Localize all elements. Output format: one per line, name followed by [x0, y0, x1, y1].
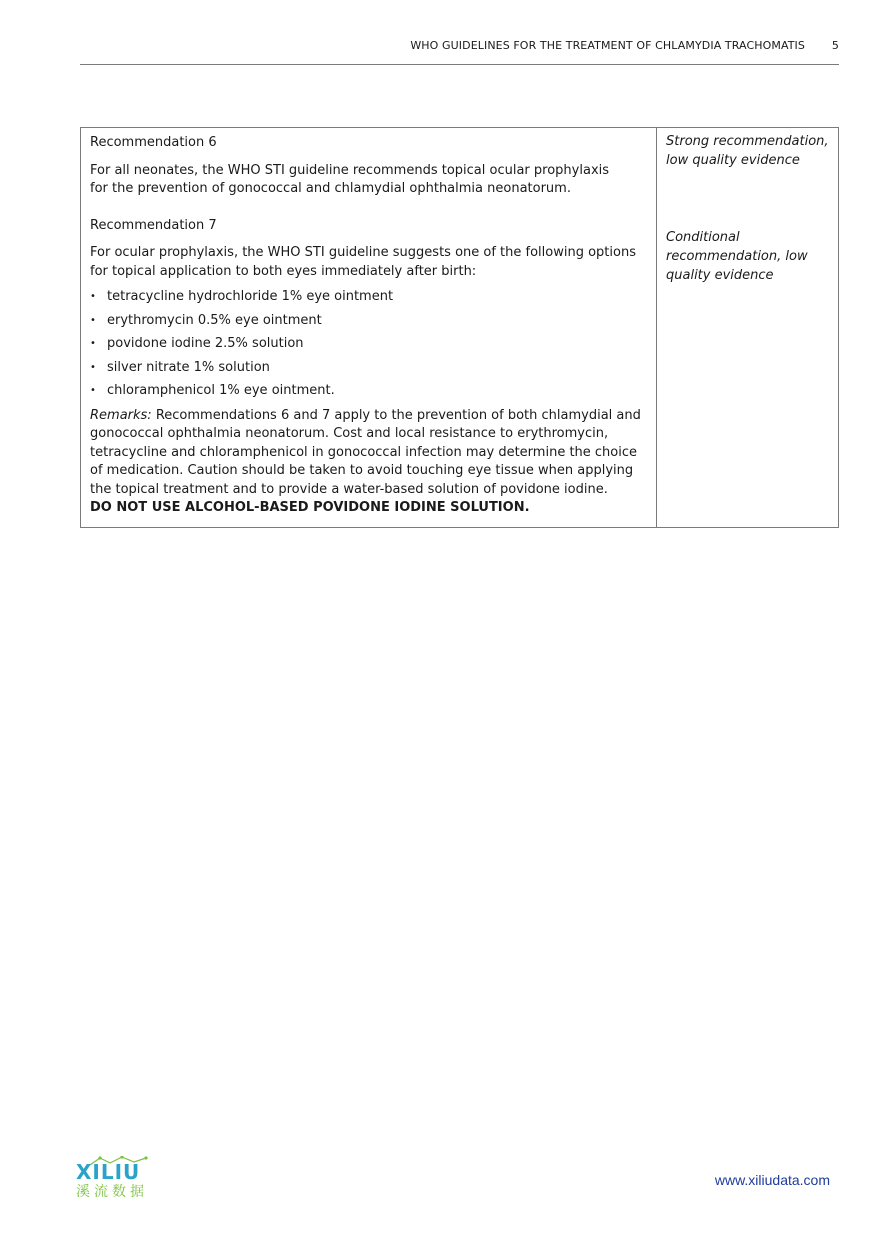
list-item: • tetracycline hydrochloride 1% eye ointment [90, 285, 646, 309]
bullet-icon: • [90, 385, 96, 396]
recommendation-7-text-line-1: For ocular prophylaxis, the WHO STI guideline suggests one of the following options [90, 245, 636, 260]
remarks-warning: DO NOT USE ALCOHOL-BASED POVIDONE IODINE SOLUTION. [90, 500, 530, 515]
remarks-line-2: gonococcal ophthalmia neonatorum. Cost and local resistance to erythromycin, [90, 426, 609, 441]
remarks-line-5: the topical treatment and to provide a water-based solution of povidone iodine. [90, 481, 608, 497]
recommendation-7-text-line-2: for topical application to both eyes immediately after birth: [90, 263, 477, 279]
remarks-line-1: Recommendations 6 and 7 apply to the prevention of both chlamydial and [151, 407, 641, 423]
recommendation-6-grade: Strong recommendation, low quality evidence [666, 134, 829, 168]
recommendation-6-text-line-1: For all neonates, the WHO STI guideline recommends topical ocular prophylaxis [90, 162, 610, 178]
recommendation-7-heading: Recommendation 7 [90, 217, 217, 233]
list-item: • povidone iodine 2.5% solution [90, 332, 646, 356]
website-link[interactable]: www.xiliudata.com [714, 1172, 830, 1188]
bullet-icon: • [90, 291, 96, 302]
prophylaxis-options-list [90, 285, 646, 403]
recommendation-6-text-line-2: for the prevention of gonococcal and chlamydial ophthalmia neonatorum. [90, 181, 571, 196]
remarks-line-4: of medication. Caution should be taken to avoid touching eye tissue when applying [90, 463, 634, 478]
xiliu-logo [76, 1160, 160, 1202]
bullet-icon: • [90, 361, 96, 373]
recommendation-7-grade: Conditional recommendation, low quality evidence [666, 230, 808, 283]
running-header [80, 38, 839, 65]
list-item: • chloramphenicol 1% eye ointment. [90, 379, 646, 403]
header-title: WHO GUIDELINES FOR THE TREATMENT OF CHLAMYDIA TRACHOMATIS [410, 39, 805, 52]
recommendation-text-column [81, 128, 657, 527]
remarks-label: Remarks: [90, 407, 152, 423]
remarks-line-3: tetracycline and chloramphenicol in gonococcal infection may determine the choice [90, 444, 638, 460]
logo-text-en: XILIU [76, 1160, 141, 1184]
page-number: 5 [831, 39, 839, 52]
bullet-icon: • [90, 338, 96, 349]
list-item: • erythromycin 0.5% eye ointment [90, 309, 646, 333]
recommendations-table [80, 127, 839, 528]
logo-text-cn: 溪流数据 [76, 1184, 148, 1200]
list-item: • silver nitrate 1% solution [90, 356, 646, 380]
evidence-grade-column [657, 128, 838, 527]
recommendation-6-heading: Recommendation 6 [90, 135, 217, 150]
remarks-block [90, 407, 646, 518]
bullet-icon: • [90, 314, 96, 326]
